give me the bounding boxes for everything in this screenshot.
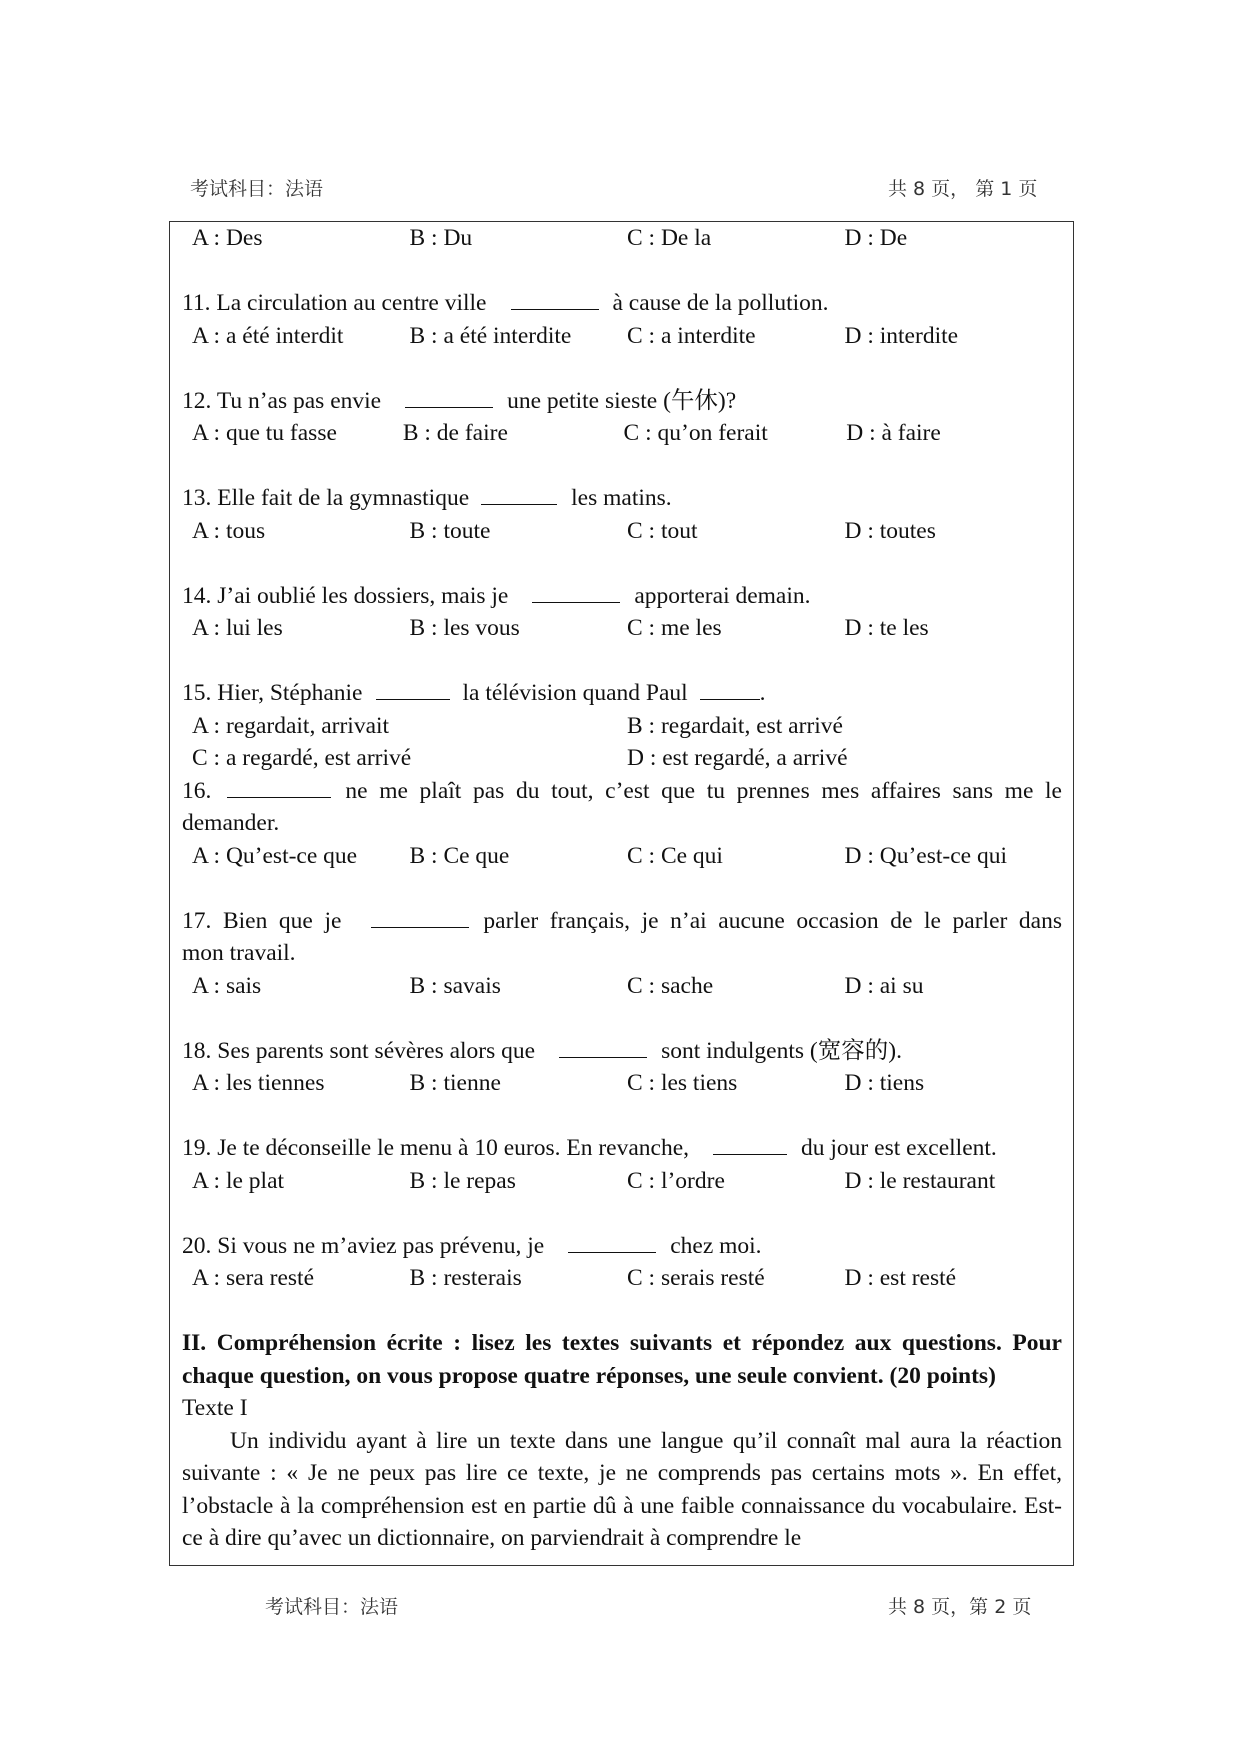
option-a: A : sais	[192, 972, 262, 999]
option-b: B : les vous	[409, 615, 520, 641]
option-c: C : sache	[627, 972, 714, 999]
option-a: A : sera resté	[192, 1265, 315, 1291]
option-d: D : est regardé, a arrivé	[627, 745, 848, 771]
option-d: D : le restaurant	[844, 1167, 996, 1194]
option-a: A : a été interdit	[192, 322, 344, 349]
answer-blank	[700, 679, 760, 700]
option-b: B : tienne	[409, 1070, 501, 1096]
texte-label: Texte I	[182, 1395, 248, 1421]
question-text: 17. Bien que je	[182, 907, 342, 934]
question-18	[182, 1035, 1062, 1068]
option-b: B : savais	[409, 972, 501, 999]
option-b: B : a été interdite	[409, 322, 572, 349]
option-a: A : que tu fasse	[192, 420, 337, 446]
question-15	[182, 677, 1062, 710]
option-c: C : les tiens	[627, 1070, 738, 1096]
question-18-options	[182, 1067, 1062, 1100]
option-a: A : Qu’est-ce que	[192, 842, 358, 869]
option-c: C : l’ordre	[627, 1167, 725, 1194]
option-b: B : regardait, est arrivé	[627, 712, 843, 739]
section-2-heading: II. Compréhension écrite : lisez les textes suivants et répondez aux questions. Pour chaque question, on vous propose quatre réponses, une seule convient. (20 points)	[182, 1330, 1062, 1389]
option-b: B : Ce que	[409, 842, 510, 869]
question-14	[182, 580, 1062, 613]
option-c: C : Ce qui	[627, 842, 723, 869]
option-b: B : de faire	[402, 420, 508, 446]
question-12-options	[182, 417, 1062, 450]
question-text: 14. J’ai oublié les dossiers, mais je	[182, 582, 509, 609]
question-12	[182, 385, 1062, 418]
answer-blank	[532, 582, 620, 603]
question-text: parler français, je n’ai aucune occasion de le parler dans	[483, 907, 1062, 934]
question-text: à cause de la pollution.	[612, 290, 829, 316]
question-20	[182, 1230, 1062, 1263]
answer-blank	[559, 1037, 647, 1058]
answer-blank	[511, 289, 599, 310]
q10-options	[182, 222, 1062, 255]
question-15-options-row2	[182, 742, 1062, 775]
question-text: 20. Si vous ne m’aviez pas prévenu, je	[182, 1232, 545, 1259]
answer-blank	[405, 387, 493, 408]
question-text: 15. Hier, Stéphanie	[182, 680, 363, 706]
option-b: B : le repas	[409, 1167, 516, 1194]
question-text: 16.	[182, 777, 212, 804]
option-c: C : me les	[627, 615, 722, 641]
question-17	[182, 905, 1062, 938]
texte-1-paragraph	[182, 1425, 1062, 1555]
footer-subject: 考试科目：法语	[265, 1596, 399, 1618]
option-c: C : De la	[627, 225, 712, 251]
answer-blank	[376, 679, 450, 700]
option-c: C : serais resté	[627, 1265, 765, 1291]
question-19	[182, 1132, 1062, 1165]
header-page-count: 共 8 页， 第 1 页	[888, 178, 1038, 200]
question-11-options	[182, 320, 1062, 353]
footer-page-count: 共 8 页，第 2 页	[888, 1596, 1032, 1618]
option-a: A : Des	[192, 225, 263, 251]
question-17-options	[182, 970, 1062, 1003]
option-d: D : toutes	[844, 517, 936, 544]
option-c: C : qu’on ferait	[623, 420, 768, 446]
answer-blank	[481, 484, 557, 505]
option-d: D : est resté	[844, 1265, 957, 1291]
question-text: chez moi.	[670, 1232, 762, 1259]
question-14-options	[182, 612, 1062, 645]
question-16	[182, 775, 1062, 808]
question-15-options-row1	[182, 710, 1062, 743]
question-text: apporterai demain.	[634, 582, 811, 609]
option-c: C : tout	[627, 517, 698, 544]
option-c: C : a regardé, est arrivé	[192, 745, 412, 771]
question-17-line2: mon travail.	[182, 940, 296, 966]
option-b: B : Du	[409, 225, 473, 251]
option-d: D : De	[844, 225, 908, 251]
exam-content	[182, 222, 1062, 1555]
paragraph-text: Un individu ayant à lire un texte dans une langue qu’il connaît mal aura la réaction suivante : « Je ne peux pas lire ce texte, je ne comprends pas certains mots ». En effet, l’obstacle à la compréhension est en partie dû à une faible connaissance du vocabulaire. Est-ce à dire qu’avec un dictionnaire, on parviendrait à comprendre le	[182, 1427, 1062, 1551]
option-d: D : te les	[844, 615, 929, 641]
question-text: 13. Elle fait de la gymnastique	[182, 485, 470, 511]
question-text: du jour est excellent.	[801, 1135, 997, 1161]
question-13	[182, 482, 1062, 515]
answer-blank	[713, 1134, 787, 1155]
question-text: ne me plaît pas du tout, c’est que tu prennes mes affaires sans me le	[345, 777, 1062, 804]
option-d: D : interdite	[844, 322, 959, 349]
option-b: B : resterais	[409, 1265, 522, 1291]
question-16-line2: demander.	[182, 810, 280, 836]
question-19-options	[182, 1165, 1062, 1198]
question-text: les matins.	[571, 485, 672, 511]
option-a: A : tous	[192, 517, 266, 544]
option-d: D : à faire	[846, 420, 941, 446]
question-text: .	[759, 680, 766, 706]
exam-page-frame	[169, 221, 1074, 1566]
question-16-options	[182, 840, 1062, 873]
answer-blank	[371, 907, 469, 928]
question-13-options	[182, 515, 1062, 548]
question-text: sont indulgents (宽容的).	[661, 1037, 902, 1064]
option-d: D : ai su	[844, 972, 924, 999]
option-c: C : a interdite	[627, 322, 756, 349]
question-text: 19. Je te déconseille le menu à 10 euros. En revanche,	[182, 1135, 690, 1161]
question-text: 18. Ses parents sont sévères alors que	[182, 1037, 536, 1064]
header-subject: 考试科目：法语	[190, 178, 324, 200]
answer-blank	[568, 1232, 656, 1253]
question-text: 11. La circulation au centre ville	[182, 290, 487, 316]
option-a: A : les tiennes	[192, 1070, 325, 1096]
option-d: D : tiens	[844, 1070, 925, 1096]
question-11	[182, 287, 1062, 320]
option-a: A : regardait, arrivait	[192, 712, 390, 739]
option-d: D : Qu’est-ce qui	[844, 842, 1007, 869]
question-text: la télévision quand Paul	[462, 680, 688, 706]
option-a: A : lui les	[192, 615, 283, 641]
answer-blank	[227, 777, 331, 798]
question-20-options	[182, 1262, 1062, 1295]
question-text: une petite sieste (午休)?	[507, 387, 737, 414]
question-text: 12. Tu n’as pas envie	[182, 387, 382, 414]
option-b: B : toute	[409, 517, 491, 544]
option-a: A : le plat	[192, 1167, 285, 1194]
